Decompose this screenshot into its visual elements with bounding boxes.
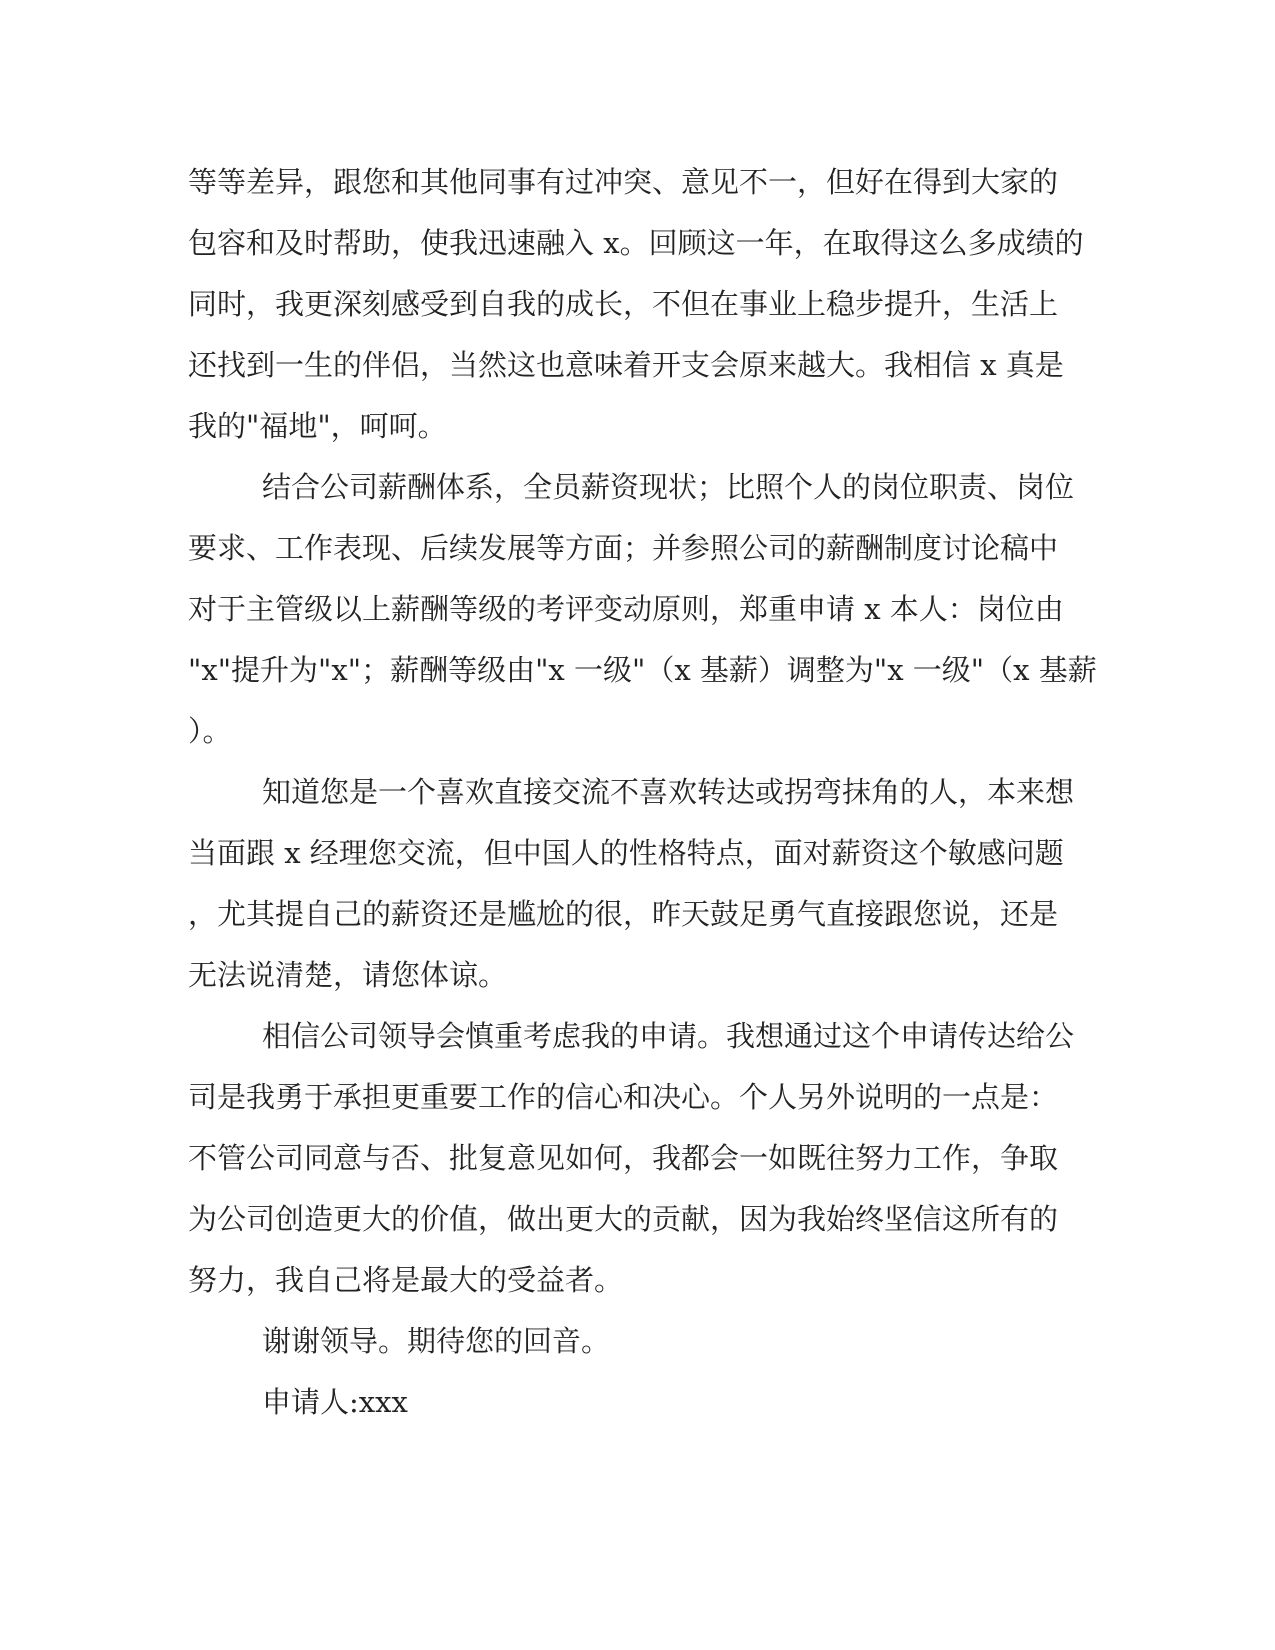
text-line: 还找到一生的伴侣，当然这也意味着开支会原来越大。我相信 x 真是 <box>188 348 1064 382</box>
text-line: ）。 <box>188 714 232 748</box>
text-line: 司是我勇于承担更重要工作的信心和决心。个人另外说明的一点是： <box>188 1080 1059 1114</box>
text-line: 同时，我更深刻感受到自我的成长，不但在事业上稳步提升，生活上 <box>188 287 1059 321</box>
text-line: 努力，我自己将是最大的受益者。 <box>188 1263 624 1297</box>
closing-line: 谢谢领导。期待您的回音。 <box>262 1324 611 1358</box>
signature-line: 申请人:xxx <box>262 1385 408 1419</box>
text-line: "x"提升为"x"；薪酬等级由"x 一级"（x 基薪）调整为"x 一级"（x 基薪 <box>188 653 1097 687</box>
text-line: 等等差异，跟您和其他同事有过冲突、意见不一，但好在得到大家的 <box>188 165 1059 199</box>
text-line: 不管公司同意与否、批复意见如何，我都会一如既往努力工作，争取 <box>188 1141 1059 1175</box>
text-line: 无法说清楚，请您体谅。 <box>188 958 508 992</box>
paragraph-start-line: 结合公司薪酬体系，全员薪资现状；比照个人的岗位职责、岗位 <box>262 470 1075 504</box>
text-line: ，尤其提自己的薪资还是尴尬的很，昨天鼓足勇气直接跟您说，还是 <box>188 897 1059 931</box>
text-line: 为公司创造更大的价值，做出更大的贡献，因为我始终坚信这所有的 <box>188 1202 1059 1236</box>
text-line: 当面跟 x 经理您交流，但中国人的性格特点，面对薪资这个敏感问题 <box>188 836 1064 870</box>
paragraph-start-line: 相信公司领导会慎重考虑我的申请。我想通过这个申请传达给公 <box>262 1019 1075 1053</box>
text-line: 对于主管级以上薪酬等级的考评变动原则，郑重申请 x 本人：岗位由 <box>188 592 1064 626</box>
paragraph-start-line: 知道您是一个喜欢直接交流不喜欢转达或拐弯抹角的人，本来想 <box>262 775 1075 809</box>
text-line: 我的"福地"，呵呵。 <box>188 409 447 443</box>
text-line: 要求、工作表现、后续发展等方面；并参照公司的薪酬制度讨论稿中 <box>188 531 1059 565</box>
document-body <box>188 162 1097 1443</box>
text-line: 包容和及时帮助，使我迅速融入 x。回顾这一年，在取得这么多成绩的 <box>188 226 1084 260</box>
